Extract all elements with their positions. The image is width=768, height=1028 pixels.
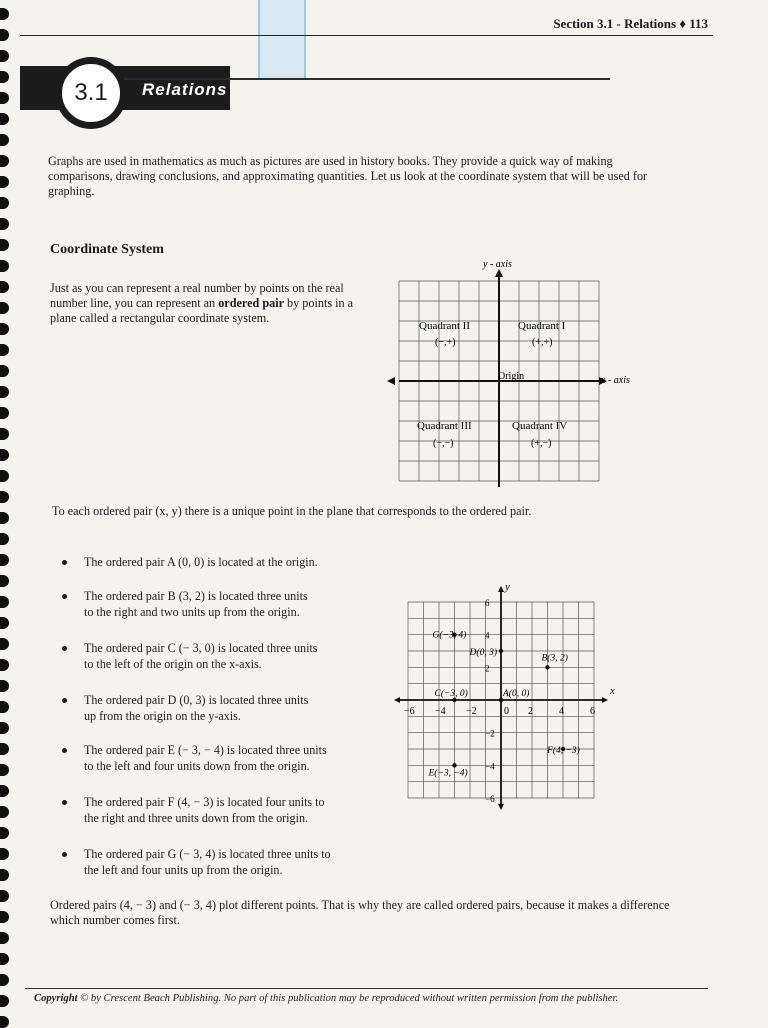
y-tick-label: −4: [485, 761, 495, 772]
copyright-label: Copyright: [34, 993, 78, 1004]
binding-hole: [0, 890, 9, 902]
coordinate-system-paragraph: [50, 281, 372, 326]
running-head: Section 3.1 - Relations ♦ 113: [553, 16, 708, 31]
binding-hole: [0, 491, 9, 503]
list-item-line: The ordered pair G (− 3, 4) is located three units to: [84, 847, 331, 861]
binding-hole: [0, 995, 9, 1007]
binding-hole: [0, 50, 9, 62]
copyright-text: © by Crescent Beach Publishing. No part of this publication may be reproduced without written permission from the publisher.: [77, 993, 619, 1004]
y-tick-label: 2: [485, 663, 490, 674]
binding-hole: [0, 260, 9, 272]
data-point: [452, 763, 456, 767]
binding-hole: [0, 596, 9, 608]
binding-hole: [0, 386, 9, 398]
closing-paragraph: Ordered pairs (4, − 3) and (− 3, 4) plot different points. That is why they are called ordered pairs, because it makes a difference which number comes first.: [50, 898, 670, 927]
binding-hole: [0, 71, 9, 83]
x-axis-left-arrow-icon: [387, 377, 395, 385]
quadrant-diagram: [385, 255, 645, 495]
header-rule: [20, 35, 713, 36]
y-axis-label: y: [505, 582, 510, 593]
binding-hole: [0, 932, 9, 944]
correspondence-sentence: To each ordered pair (x, y) there is a unique point in the plane that corresponds to the ordered pair.: [52, 504, 532, 518]
binding-hole: [0, 449, 9, 461]
list-item-line: to the right and two units up from the origin.: [84, 605, 300, 619]
binding-hole: [0, 701, 9, 713]
copyright-notice: [34, 993, 618, 1004]
section-number-badge: 3.1: [58, 60, 124, 126]
spiral-binding: [0, 0, 12, 1024]
data-point-label: G(−3, 4): [432, 630, 467, 641]
y-tick-label: 4: [485, 630, 490, 641]
binding-hole: [0, 8, 9, 20]
list-item-line: The ordered pair F (4, − 3) is located four units to: [84, 795, 325, 809]
data-point-label: D(0, 3): [469, 648, 497, 658]
data-point-label: E(−3, −4): [428, 768, 468, 779]
y-axis-label: y - axis: [483, 259, 512, 270]
data-point-label: C(−3, 0): [434, 689, 468, 699]
binding-hole: [0, 827, 9, 839]
data-point-label: B(3, 2): [541, 653, 568, 664]
binding-hole: [0, 554, 9, 566]
binding-hole: [0, 218, 9, 230]
y-tick-label: 6: [485, 598, 490, 608]
quadrant-1-signs: (+,+): [532, 337, 553, 348]
bullet-icon: [62, 698, 67, 703]
binding-hole: [0, 974, 9, 986]
x-axis-arrow-icon: [602, 697, 608, 703]
coord-text-after: by points in a plane called a rectangular coordinate system.: [50, 296, 354, 325]
quadrant-3-signs: (−,−): [433, 438, 454, 449]
binding-hole: [0, 533, 9, 545]
ordered-pair-term: ordered pair: [218, 296, 284, 310]
binding-hole: [0, 113, 9, 125]
list-item-line: the left and four units up from the origin.: [84, 863, 283, 877]
x-tick-label: −6: [404, 706, 415, 717]
origin-label: Origin: [498, 371, 525, 382]
x-tick-label: −2: [466, 706, 477, 717]
binding-hole: [0, 680, 9, 692]
list-item-line: The ordered pair B (3, 2) is located three units: [84, 589, 308, 603]
x-tick-label: 4: [559, 706, 564, 717]
binding-hole: [0, 722, 9, 734]
coord-text-before: Just as you can represent a real number by points on the real number line, you can represent an: [50, 281, 344, 310]
binding-hole: [0, 659, 9, 671]
binding-hole: [0, 911, 9, 923]
x-tick-label: 2: [528, 706, 533, 717]
y-tick-label: −2: [485, 728, 495, 739]
bullet-icon: [62, 800, 67, 805]
list-item-line: to the left and four units down from the origin.: [84, 759, 310, 773]
binding-hole: [0, 344, 9, 356]
ordered-pairs-graph: [388, 582, 628, 818]
quadrant-1-label: Quadrant I: [518, 320, 566, 332]
bullet-icon: [62, 852, 67, 857]
binding-hole: [0, 323, 9, 335]
quadrant-2-signs: (−,+): [435, 337, 456, 348]
list-item-line: The ordered pair C (− 3, 0) is located three units: [84, 641, 318, 655]
binding-hole: [0, 134, 9, 146]
data-point: [499, 649, 503, 653]
y-axis-arrow-icon: [498, 586, 504, 592]
binding-hole: [0, 743, 9, 755]
y-axis-arrow-icon: [495, 269, 503, 277]
bullet-icon: [62, 646, 67, 651]
list-item-line: up from the origin on the y-axis.: [84, 709, 241, 723]
y-axis-down-arrow-icon: [498, 804, 504, 810]
x-tick-label: −4: [435, 706, 446, 717]
binding-hole: [0, 365, 9, 377]
binding-hole: [0, 848, 9, 860]
binding-hole: [0, 176, 9, 188]
binding-hole: [0, 869, 9, 881]
binding-hole: [0, 428, 9, 440]
bullet-icon: [62, 560, 67, 565]
binding-hole: [0, 239, 9, 251]
y-tick-label: −6: [485, 794, 495, 804]
binding-hole: [0, 617, 9, 629]
binding-hole: [0, 512, 9, 524]
binding-hole: [0, 638, 9, 650]
binding-hole: [0, 281, 9, 293]
bullet-icon: [62, 748, 67, 753]
list-item-line: The ordered pair A (0, 0) is located at the origin.: [84, 555, 318, 569]
page-tab-marker: [258, 0, 306, 80]
binding-hole: [0, 302, 9, 314]
intro-paragraph: Graphs are used in mathematics as much as pictures are used in history books. They provide a quick way of making comparisons, drawing conclusions, and approximating quantities. Let us look at the coordinate system that will be used for graphing.: [48, 154, 648, 198]
quadrant-2-label: Quadrant II: [419, 320, 471, 332]
coordinate-system-heading: Coordinate System: [50, 242, 164, 257]
quadrant-4-label: Quadrant IV: [512, 420, 568, 432]
list-item-line: to the left of the origin on the x-axis.: [84, 657, 262, 671]
binding-hole: [0, 155, 9, 167]
binding-hole: [0, 29, 9, 41]
x-axis-label: x - axis: [601, 375, 630, 386]
data-point-label: A(0, 0): [503, 689, 530, 699]
x-tick-label: 6: [590, 706, 595, 717]
binding-hole: [0, 953, 9, 965]
binding-hole: [0, 92, 9, 104]
binding-hole: [0, 407, 9, 419]
data-point: [545, 665, 549, 669]
binding-hole: [0, 575, 9, 587]
footer-rule: [25, 988, 708, 989]
list-item-line: The ordered pair D (0, 3) is located three units: [84, 693, 309, 707]
x-tick-label: 0: [504, 706, 509, 717]
quadrant-3-label: Quadrant III: [417, 420, 472, 432]
binding-hole: [0, 764, 9, 776]
x-axis-left-arrow-icon: [394, 697, 400, 703]
section-title: Relations: [142, 80, 228, 99]
binding-hole: [0, 197, 9, 209]
data-point-label: F(4, −3): [547, 746, 580, 756]
binding-hole: [0, 1016, 9, 1028]
x-axis-label: x: [610, 685, 615, 697]
bullet-icon: [62, 594, 67, 599]
binding-hole: [0, 806, 9, 818]
list-item-line: the right and three units down from the origin.: [84, 811, 309, 825]
list-item-line: The ordered pair E (− 3, − 4) is located three units: [84, 743, 327, 757]
quadrant-4-signs: (+,−): [531, 438, 552, 449]
binding-hole: [0, 470, 9, 482]
binding-hole: [0, 785, 9, 797]
